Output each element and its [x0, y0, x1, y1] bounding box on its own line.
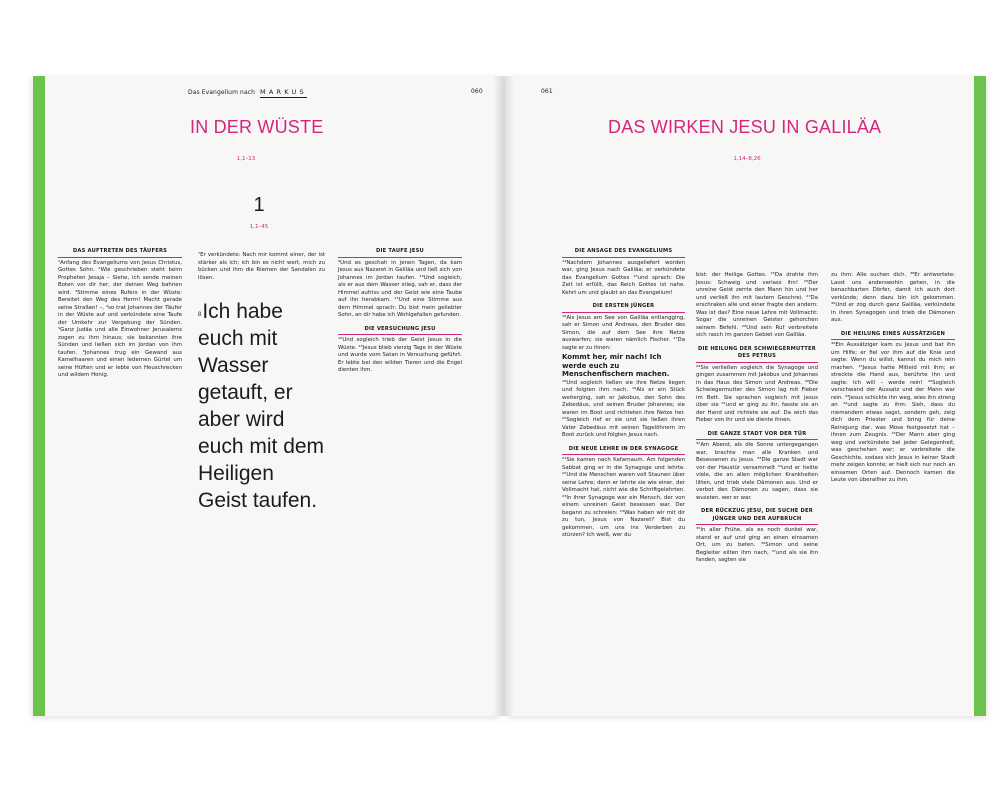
- key-quote: Kommt her, mir nach! Ich werde euch zu Menschenfischern machen.: [562, 353, 670, 378]
- section-heading: DIE HEILUNG DER SCHWIEGERMUTTER DES PETRUS: [696, 346, 818, 363]
- pull-quote: [198, 298, 328, 514]
- page-title: DAS WIRKEN JESU IN GALILÄA: [608, 117, 882, 137]
- column-1: [58, 248, 182, 380]
- section-heading: DER RÜCKZUG JESU, DIE SUCHE DER JÜNGER UND DER AUFBRUCH: [696, 508, 818, 525]
- green-edge: [33, 76, 45, 716]
- right-page: [507, 76, 986, 716]
- section-heading: DAS AUFTRETEN DES TÄUFERS: [58, 248, 182, 258]
- section-heading: DIE HEILUNG EINES AUSSÄTZIGEN: [831, 331, 955, 341]
- section-heading: DIE ANSAGE DES EVANGELIUMS: [562, 248, 685, 258]
- section-heading: DIE GANZE STADT VOR DER TÜR: [696, 431, 818, 441]
- column-3: [831, 272, 955, 485]
- column-2: [696, 272, 818, 565]
- running-header: [188, 88, 307, 96]
- book-gutter: [493, 76, 515, 716]
- page-number: 061: [541, 88, 553, 95]
- quote-text: Ich habe euch mit Wasser getauft, er aber wird euch mit dem Heiligen Geist taufen.: [198, 300, 325, 512]
- body-text: ²⁹Sie verließen sogleich die Synagoge und gingen zusammen mit Jakobus und Johannes in das Haus des Simon und Andreas. ³⁰Die Schwiegermutter des Simon lag mit Fieber im Bett. Sie sprachen sogleich mit Jesus über sie ³¹und er ging zu ihr, fasste sie an der Hand und richtete sie auf. Da wich das Fieber von ihr und sie diente ihnen.: [696, 364, 818, 423]
- column-3: [338, 248, 462, 375]
- chapter-reference: 1,1–45: [249, 224, 269, 230]
- body-text: ⁷Er verkündete: Nach mir kommt einer, der ist stärker als ich; ich bin es nicht wert, mich zu bücken und ihm die Riemen der Sandalen zu lösen.: [198, 252, 325, 281]
- header-prefix: Das Evangelium nach: [188, 89, 256, 96]
- body-text: ²¹Sie kamen nach Kafarnaum. Am folgenden Sabbat ging er in die Synagoge und lehrte. ²²Und die Menschen waren voll Staunen über seine Lehre; denn er lehrte sie wie einer, der Vollmacht hat, nicht wie die Schriftgelehrten. ²³In ihrer Synagoge war ein Mensch, der von einem unreinen Geist besessen war. Der begann zu schreien: ²⁴Was haben wir mit dir zu tun, Jesus von Nazaret? Bist du gekommen, um uns ins Verderben zu stürzen? Ich weiß, wer du: [562, 457, 685, 538]
- left-page: [33, 76, 501, 716]
- page-number: 060: [471, 88, 483, 95]
- body-text: ¹⁶Als Jesus am See von Galiläa entlangging, sah er Simon und Andreas, den Bruder des Simon, die auf dem See ihre Netze auswarfen; sie waren nämlich Fischer. ¹⁷Da sagte er zu ihnen:: [562, 314, 685, 351]
- header-book: MARKUS: [260, 88, 307, 96]
- body-text: ³²Am Abend, als die Sonne untergegangen war, brachte man alle Kranken und Besessenen zu Jesus. ³³Die ganze Stadt war vor der Haustür versammelt ³⁴und er heilte viele, die an allen möglichen Krankheiten litten, und trieb viele Dämonen aus. Und er verbot den Dämonen zu sagen, dass sie wussten, wer er war.: [696, 442, 818, 501]
- body-text: ³⁵In aller Frühe, als es noch dunkel war, stand er auf und ging an einen einsamen Ort, um zu beten. ³⁶Simon und seine Begleiter eilten ihm nach, ³⁷und als sie ihn fanden, sagten sie: [696, 527, 818, 563]
- body-text: ¹Anfang des Evangeliums von Jesus Christus, Gottes Sohn. ²Wie geschrieben steht beim Propheten Jesaja – Siehe, ich sende meinen Boten vor dir her, der deinen Weg bahnen wird. ³Stimme eines Rufers in der Wüste: Bereitet den Weg des Herrn! Macht gerade seine Straßen! –, ⁴so trat Johannes der Täufer in der Wüste auf und verkündete eine Taufe der Umkehr zur Vergebung der Sünden. ⁵Ganz Judäa und alle Einwohner Jerusalems zogen zu ihm hinaus; sie bekannten ihre Sünden und ließen sich im Jordan von ihm taufen. ⁶Johannes trug ein Gewand aus Kamelhaaren und einen ledernen Gürtel um seine Hüften und er lebte von Heuschrecken und wildem Honig.: [58, 259, 182, 378]
- body-text: ⁹Und es geschah in jenen Tagen, da kam Jesus aus Nazaret in Galiläa und ließ sich von Johannes im Jordan taufen. ¹⁰Und sogleich, als er aus dem Wasser stieg, sah er, dass der Himmel aufriss und der Geist wie eine Taube auf ihn herabkam. ¹¹Und eine Stimme aus dem Himmel sprach: Du bist mein geliebter Sohn, an dir habe ich Wohlgefallen gefunden.: [338, 259, 462, 318]
- page-title: IN DER WÜSTE: [190, 117, 324, 137]
- verse-number: 8: [198, 312, 202, 318]
- green-edge: [974, 76, 986, 716]
- body-text: bist: der Heilige Gottes. ²⁵Da drohte ihm Jesus: Schweig und verlass ihn! ²⁶Der unreine Geist zerrte den Mann hin und her und verließ ihn mit lautem Geschrei. ²⁷Da erschraken alle und einer fragte den andern: Was ist das? Eine neue Lehre mit Vollmacht: Sogar die unreinen Geister gehorchen seinem Befehl. ²⁸Und sein Ruf verbreitete sich rasch im ganzen Gebiet von Galiläa.: [696, 272, 818, 338]
- column-1: [562, 248, 685, 540]
- body-text: ¹²Und sogleich trieb der Geist Jesus in die Wüste. ¹³Jesus blieb vierzig Tage in der Wüste und wurde vom Satan in Versuchung geführt. Er lebte bei den wilden Tieren und die Engel dienten ihm.: [338, 337, 462, 373]
- title-reference: 1,1–13: [236, 156, 256, 162]
- section-heading: DIE VERSUCHUNG JESU: [338, 326, 462, 336]
- title-reference: 1,14–8,26: [733, 156, 761, 162]
- body-text: zu ihm: Alle suchen dich. ³⁸Er antwortete: Lasst uns anderswohin gehen, in die benachbarten Dörfer, damit ich auch dort verkünde; denn dazu bin ich gekommen. ³⁹Und er zog durch ganz Galiläa, verkündete in ihren Synagogen und trieb die Dämonen aus.: [831, 272, 955, 323]
- section-heading: DIE TAUFE JESU: [338, 248, 462, 258]
- body-text: ⁴⁰Ein Aussätziger kam zu Jesus und bat ihn um Hilfe; er fiel vor ihm auf die Knie und sagte: Wenn du willst, kannst du mich rein machen. ⁴¹Jesus hatte Mitleid mit ihm; er streckte die Hand aus, berührte ihn und sagte: Ich will – werde rein! ⁴²Sogleich verschwand der Aussatz und der Mann war rein. ⁴³Jesus schickte ihn weg, wies ihn streng an ⁴⁴und sagte zu ihm: Sieh, dass du niemandem etwas sagst, sondern geh, zeig dich dem Priester und bring für deine Reinigung dar, was Mose festgesetzt hat – ihnen zum Zeugnis. ⁴⁵Der Mann aber ging weg und verkündete bei jeder Gelegenheit, was geschehen war; er verbreitete die Geschichte, sodass sich Jesus in keiner Stadt mehr zeigen konnte; er hielt sich nur noch an einsamen Orten auf. Dennoch kamen die Leute von überallher zu ihm.: [831, 342, 955, 483]
- section-heading: DIE ERSTEN JÜNGER: [562, 303, 685, 313]
- chapter-number: 1: [253, 194, 265, 216]
- section-heading: DIE NEUE LEHRE IN DER SYNAGOGE: [562, 446, 685, 456]
- body-text: ¹⁸Und sogleich ließen sie ihre Netze liegen und folgten ihm nach. ¹⁹Als er ein Stück weiterging, sah er Jakobus, den Sohn des Zebedäus, und seinen Bruder Johannes; sie waren im Boot und richteten ihre Netze her. ²⁰Sogleich rief er sie und sie ließen ihren Vater Zebedäus mit seinen Tagelöhnern im Boot zurück und folgten Jesus nach.: [562, 379, 685, 438]
- column-2: [198, 252, 325, 282]
- body-text: ¹⁴Nachdem Johannes ausgeliefert worden war, ging Jesus nach Galiläa; er verkündete das Evangelium Gottes ¹⁵und sprach: Die Zeit ist erfüllt, das Reich Gottes ist nahe. Kehrt um und glaubt an das Evangelium!: [562, 259, 685, 296]
